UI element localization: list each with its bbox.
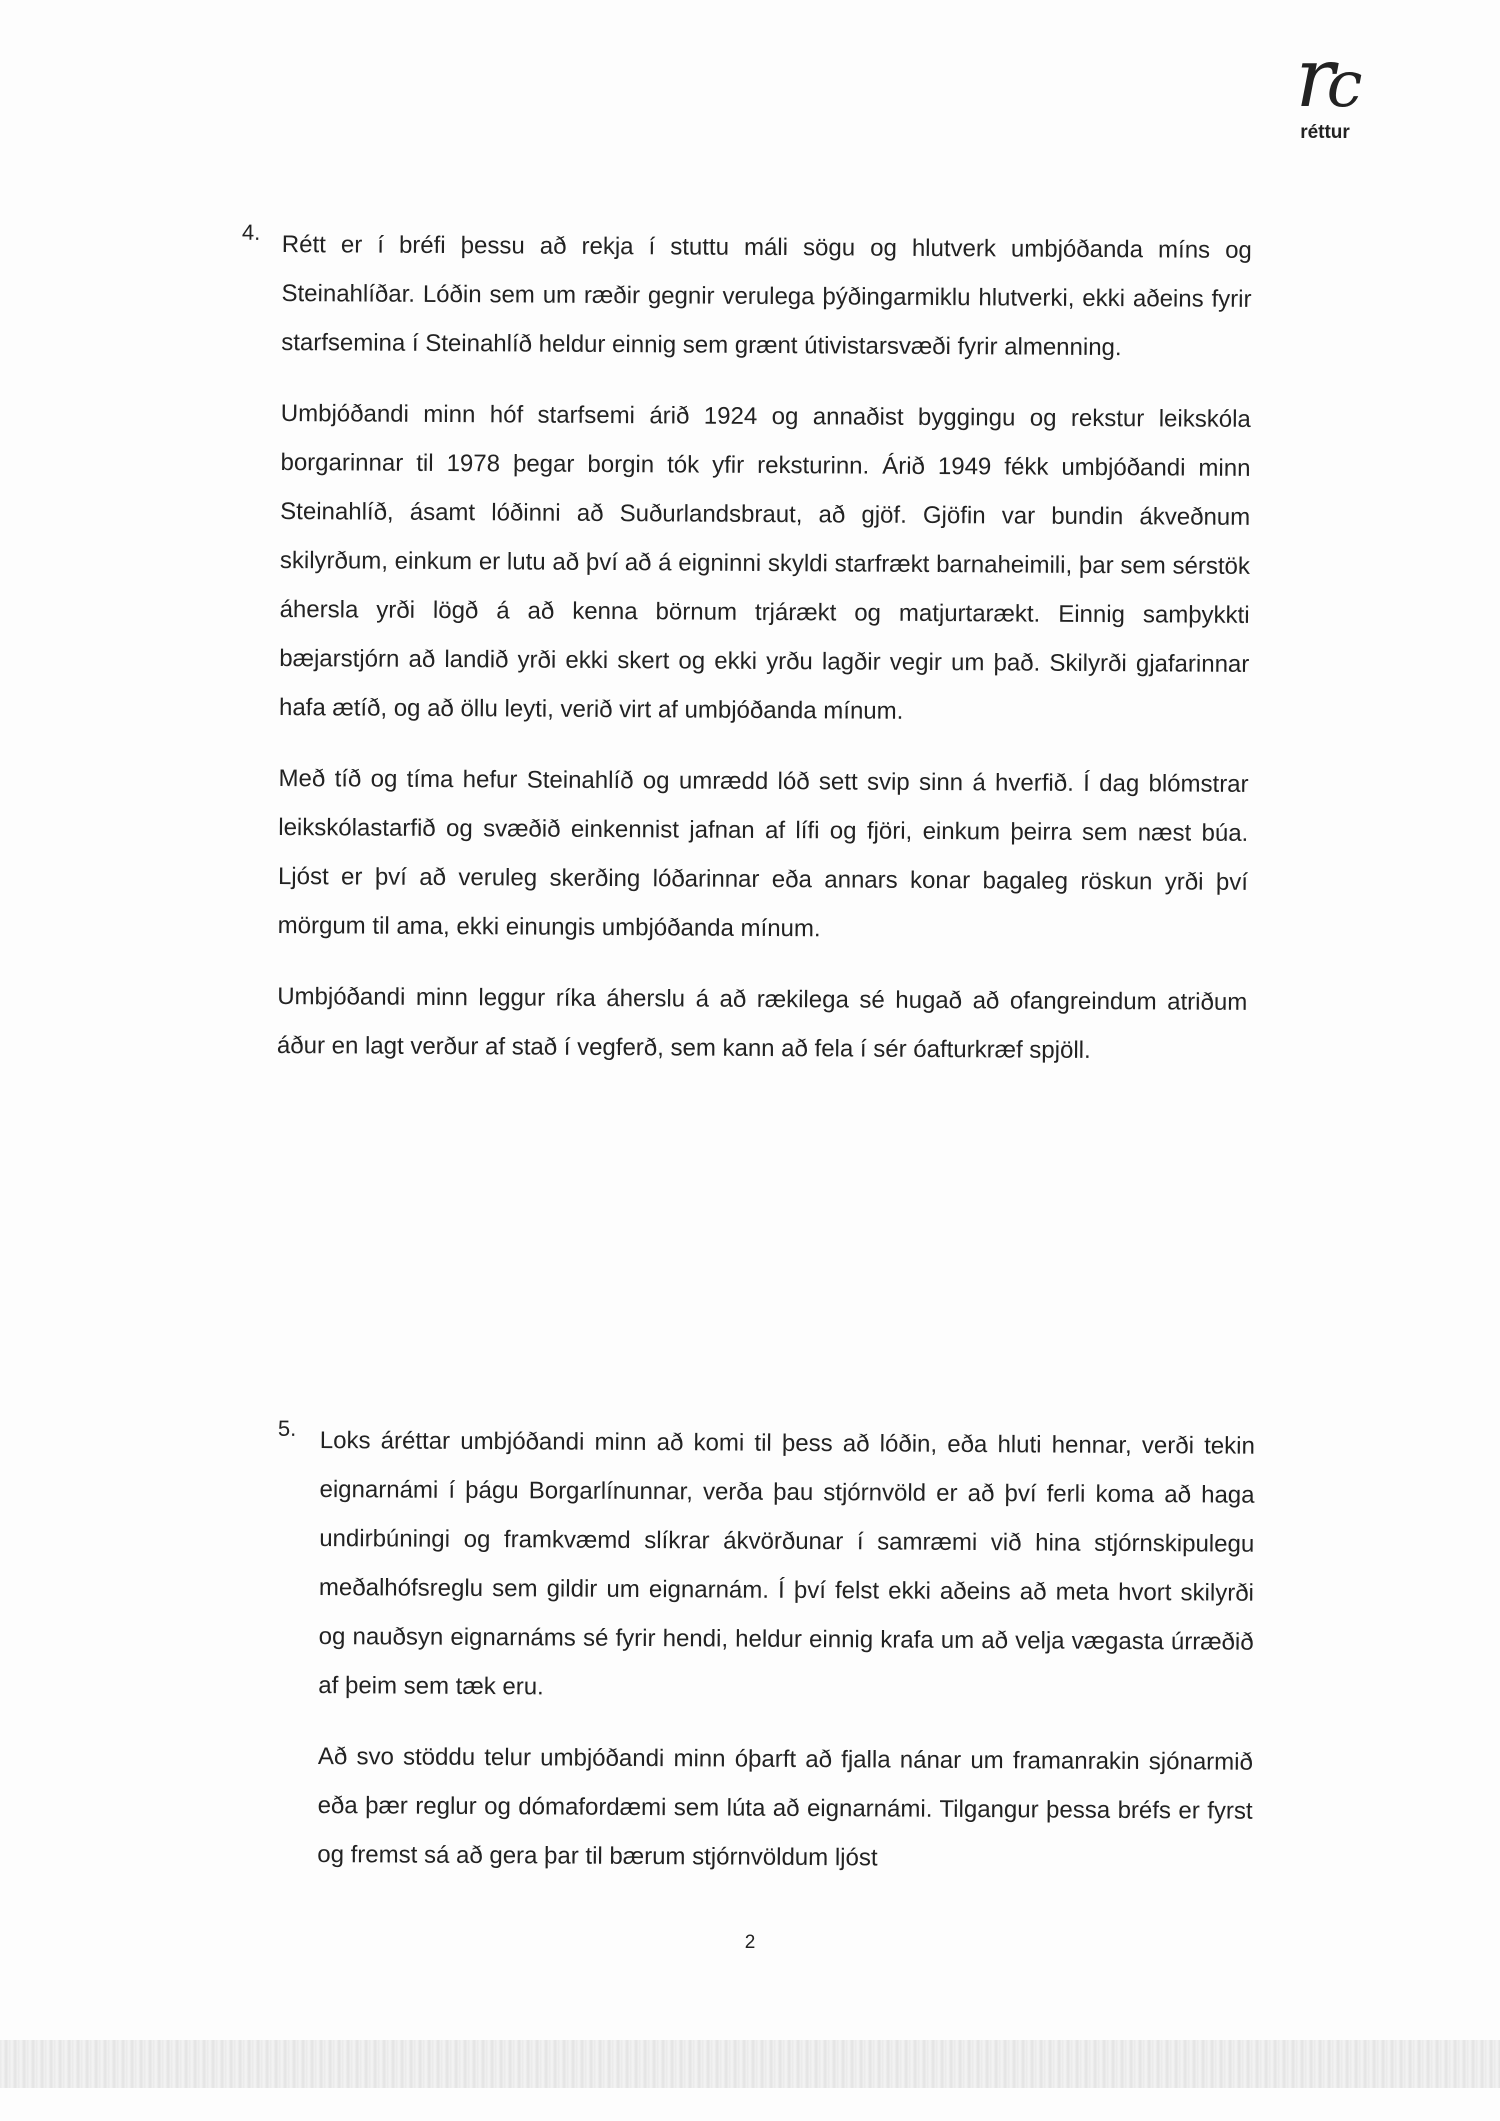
page-number: 2 xyxy=(744,1932,756,1953)
section-number: 5. xyxy=(277,1415,297,1441)
section-number: 4. xyxy=(241,219,261,245)
paragraph: Að svo stöddu telur umbjóðandi minn óþarft að fjalla nánar um framanrakin sjónarmið eða þær reglur og dómafordæmi sem lúta að eignarnámi. Tilgangur þessa bréfs er fyrst og fremst sá að gera þar til bærum stjórnvöldum ljóst xyxy=(317,1742,1253,1872)
logo-mark: rc xyxy=(1270,38,1380,126)
section-5 xyxy=(277,1415,1255,1907)
logo xyxy=(1270,31,1380,144)
section-4 xyxy=(241,219,1252,1098)
paragraph: Umbjóðandi minn hóf starfsemi árið 1924 og annaðist byggingu og rekstur leikskóla borgarinnar til 1978 þegar borgin tók yfir reksturinn. Árið 1949 fékk umbjóðandi minn Steinahlíð, ásamt lóðinni að Suðurlandsbraut, að gjöf. Gjöfin var bundin ákveðnum skilyrðum, einkum er lutu að því að á eigninni skyldi starfrækt barnaheimili, þar sem sérstök áhersla yrði lögð á að kenna börnum trjárækt og matjurtarækt. Einnig samþykkti bæjarstjórn að landið yrði ekki skert og ekki yrðu lagðir vegir um það. Skilyrði gjafarinnar hafa ætíð, og að öllu leyti, verið virt af umbjóðanda mínum. xyxy=(278,399,1251,725)
paragraph: Umbjóðandi minn leggur ríka áherslu á að rækilega sé hugað að ofangreindum atriðum áður en lagt verður af stað í vegferð, sem kann að fela í sér óafturkræf spjöll. xyxy=(276,982,1248,1064)
logo-wordmark: réttur xyxy=(1300,122,1350,143)
logo-mark-letter: r xyxy=(1295,31,1327,126)
paragraph: Loks áréttar umbjóðandi minn að komi til þess að lóðin, eða hluti hennar, verði tekin eignarnámi í þágu Borgarlínunnar, verða þau stjórnvöld er að því ferli koma að haga undirbúningi og framkvæmd slíkrar ákvörðunar í samræmi við hina stjórnskipulegu meðalhófsreglu sem gildir um eignarnám. Í því felst ekki aðeins að meta hvort skilyrði og nauðsyn eignarnáms sé fyrir hendi, heldur einnig krafa um að velja vægasta úrræðið af þeim sem tæk eru. xyxy=(318,1426,1255,1701)
paragraph: Með tíð og tíma hefur Steinahlíð og umrædd lóð sett svip sinn á hverfið. Í dag blómstrar leikskólastarfið og svæðið einkennist jafnan af lífi og fjöri, einkum þeirra sem næst búa. Ljóst er því að veruleg skerðing lóðarinnar eða annars konar bagaleg röskun yrði því mörgum til ama, ekki einungis umbjóðanda mínum. xyxy=(277,764,1249,943)
paragraph: Rétt er í bréfi þessu að rekja í stuttu máli sögu og hlutverk umbjóðanda míns og Steinahlíðar. Lóðin sem um ræðir gegnir verulega þýðingarmiklu hlutverki, ekki aðeins fyrir starfsemina í Steinahlíð heldur einnig sem grænt útivistarsvæði fyrir almenning. xyxy=(281,230,1252,362)
scan-artifact-strip xyxy=(0,2040,1500,2088)
